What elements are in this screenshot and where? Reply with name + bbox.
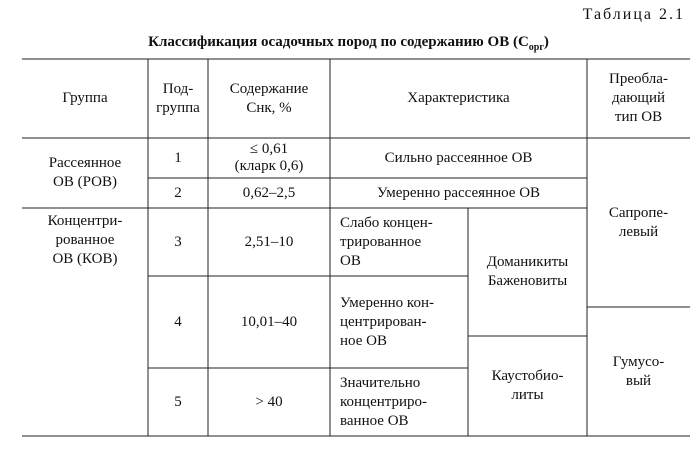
header-prevailing-line-3: тип ОВ bbox=[614, 109, 663, 125]
prevailing-humus bbox=[587, 307, 690, 436]
group-rov-line-2: ОВ (РОВ) bbox=[53, 174, 117, 190]
characteristic-line-1: Значительно bbox=[340, 374, 421, 391]
characteristic-line-3: ное ОВ bbox=[340, 332, 387, 349]
subgroup-value: 3 bbox=[174, 233, 182, 250]
content-value: 0,62–2,5 bbox=[242, 184, 296, 201]
characteristic-value: Сильно рассеянное ОВ bbox=[384, 149, 533, 166]
content-cell bbox=[208, 276, 330, 368]
rock-type-caustobiolites bbox=[468, 336, 587, 436]
characteristic-cell bbox=[340, 368, 465, 436]
characteristic-cell bbox=[340, 276, 465, 368]
prevailing-sapropel bbox=[587, 138, 690, 307]
rock-type-line-2: Баженовиты bbox=[487, 273, 568, 289]
header-content-line-1: Содержание bbox=[229, 80, 309, 97]
characteristic-value: Умеренно рассеянное ОВ bbox=[376, 184, 541, 201]
group-kov-line-3: ОВ (КОВ) bbox=[52, 251, 118, 267]
group-rov bbox=[22, 138, 148, 208]
header-subgroup bbox=[148, 59, 208, 138]
prevailing-line-1: Гумусо- bbox=[612, 353, 665, 370]
characteristic-line-2: центрирован- bbox=[340, 313, 427, 330]
subgroup-value: 4 bbox=[174, 313, 182, 330]
header-characteristic-label: Характеристика bbox=[407, 90, 510, 106]
table-number: Таблица 2.1 bbox=[582, 6, 685, 23]
group-rov-line-1: Рассеянное bbox=[48, 155, 122, 171]
characteristic-line-1: Слабо концен- bbox=[340, 214, 433, 231]
subgroup-cell bbox=[148, 368, 208, 436]
content-value-line-2: (кларк 0,6) bbox=[234, 158, 304, 174]
table-title-main: Классификация осадочных пород по содержанию ОВ (С bbox=[148, 34, 529, 50]
header-group-label: Группа bbox=[62, 90, 108, 106]
header-content-line-2: Снк, % bbox=[246, 99, 292, 116]
header-group bbox=[22, 59, 148, 138]
content-cell bbox=[208, 178, 330, 208]
subgroup-value: 1 bbox=[174, 149, 182, 166]
content-value: 10,01–40 bbox=[240, 313, 298, 330]
characteristic-line-3: ванное ОВ bbox=[340, 412, 409, 429]
content-cell bbox=[208, 208, 330, 276]
header-prevailing-type bbox=[587, 59, 690, 138]
header-characteristic bbox=[330, 59, 587, 138]
characteristic-line-1: Умеренно кон- bbox=[340, 294, 434, 311]
prevailing-line-2: левый bbox=[618, 223, 659, 240]
characteristic-line-2: трированное bbox=[340, 233, 422, 250]
table-title-end: ) bbox=[543, 34, 549, 50]
header-content bbox=[208, 59, 330, 138]
subgroup-cell bbox=[148, 178, 208, 208]
prevailing-line-1: Сапропе- bbox=[608, 204, 669, 221]
rock-type-line-1: Каустобио- bbox=[491, 368, 564, 384]
subgroup-cell bbox=[148, 208, 208, 276]
characteristic-line-3: ОВ bbox=[340, 252, 361, 269]
table-title-subscript: орг bbox=[528, 42, 544, 53]
subgroup-cell bbox=[148, 138, 208, 178]
prevailing-line-2: вый bbox=[625, 372, 652, 389]
rock-type-line-1: Доманикиты bbox=[486, 254, 569, 270]
characteristic-cell bbox=[340, 208, 465, 276]
content-value: 2,51–10 bbox=[244, 233, 294, 250]
header-prevailing-line-2: дающий bbox=[611, 90, 666, 106]
subgroup-value: 2 bbox=[174, 184, 182, 201]
content-value: > 40 bbox=[255, 393, 283, 410]
characteristic-cell bbox=[330, 178, 587, 208]
characteristic-cell bbox=[330, 138, 587, 178]
content-cell bbox=[208, 138, 330, 178]
header-subgroup-line-1: Под- bbox=[162, 80, 194, 97]
group-kov bbox=[22, 208, 148, 278]
subgroup-value: 5 bbox=[174, 393, 182, 410]
subgroup-cell bbox=[148, 276, 208, 368]
characteristic-line-2: концентриро- bbox=[340, 393, 428, 410]
group-kov-line-2: рованное bbox=[55, 232, 115, 248]
rock-type-domanikites bbox=[468, 208, 587, 336]
content-value-line-1: ≤ 0,61 bbox=[249, 141, 289, 157]
header-prevailing-line-1: Преобла- bbox=[609, 71, 668, 87]
rock-type-line-2: литы bbox=[511, 387, 544, 403]
header-subgroup-line-2: группа bbox=[156, 99, 200, 116]
content-cell bbox=[208, 368, 330, 436]
group-kov-line-1: Концентри- bbox=[47, 213, 123, 229]
